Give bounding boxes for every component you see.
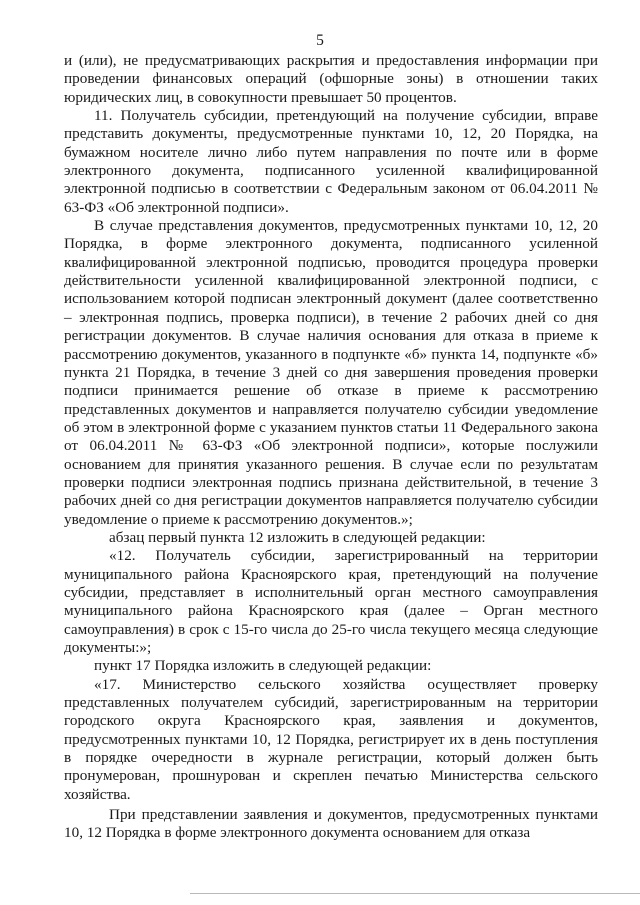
paragraph-offshore-continuation: и (или), не предусматривающих раскрытия и предоставления информации при проведении финансовых операций (офшорные зоны) в отношении таких юридических лиц, в совокупности превышает 50 процентов. [64,52,598,106]
paragraph-item-17-text: «17. Министерство сельского хозяйства осуществляет проверку представленных получателем субсидий, зарегистрированным на территории городского округа Красноярского края, заявления и документов, предусмотренных пунктами 10, 12 Порядка, регистрирует их в день поступления в порядке очередности в журнале регистрации, который должен быть пронумерован, прошнурован и скреплен печатью Министерства сельского хозяйства. [64,675,598,803]
body-text [64,52,598,843]
footer-rule [190,893,640,894]
page-number: 5 [316,32,324,49]
paragraph-electronic-refusal: При представлении заявления и документов, предусмотренных пунктами 10, 12 Порядка в форме электронного документа основанием для отказа [64,806,598,842]
paragraph-item-12-text: «12. Получатель субсидии, зарегистрированный на территории муниципального района Красноярского края, претендующий на получение субсидии, представляет в исполнительный орган местного самоуправления муниципального района Красноярского края (далее – Орган местного самоуправления) в срок с 15-го числа до 25-го числа текущего месяца следующие документы:»; [64,547,598,656]
paragraph-amend-item-12-intro: абзац первый пункта 12 изложить в следующей редакции: [109,528,486,546]
paragraph-amend-item-17-intro: пункт 17 Порядка изложить в следующей редакции: [94,657,432,675]
paragraph-electronic-documents: В случае представления документов, предусмотренных пунктами 10, 12, 20 Порядка, в форме электронного документа, подписанного усиленной квалифицированной электронной подписью, проводится процедура проверки действительности усиленной квалифицированной электронной подписи, с использованием которой подписан электронный документ (далее соответственно – электронная подпись, проверка подписи), в течение 2 рабочих дней со дня регистрации документов. В случае наличия основания для отказа в приеме к рассмотрению документов, указанного в подпункте «б» пункта 14, подпункте «б» пункта 21 Порядка, в течение 3 дней со дня завершения проведения проверки подписи принимается решение об отказе в приеме к рассмотрению представленных документов и направляется получателю субсидии уведомление об этом в электронной форме с указанием пунктов статьи 11 Федерального закона от 06.04.2011 № 63-ФЗ «Об электронной подписи», которые послужили основанием для принятия указанного решения. В случае если по результатам проверки подписи электронная подпись признана действительной, в течение 3 рабочих дней со дня регистрации документов направляется получателю субсидии уведомление о приеме к рассмотрению документов.»; [64,217,598,528]
paragraph-item-11: 11. Получатель субсидии, претендующий на получение субсидии, вправе представить документы, предусмотренные пунктами 10, 12, 20 Порядка, на бумажном носителе лично либо путем направления по почте или в форме электронного документа, подписанного усиленной квалифицированной электронной подписью в соответствии с Федеральным законом от 06.04.2011 № 63-ФЗ «Об электронной подписи». [64,107,598,216]
